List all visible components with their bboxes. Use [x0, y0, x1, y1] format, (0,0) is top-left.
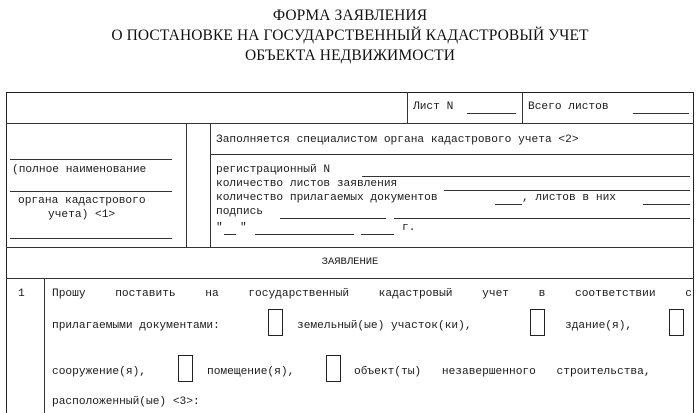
- total-sheets-label: Всего листов: [528, 101, 609, 113]
- option-building-label: здание(я),: [565, 320, 633, 332]
- attached-documents-field[interactable]: [495, 204, 522, 205]
- date-year-suffix: г.: [402, 222, 416, 234]
- attached-documents-prefix: прилагаемыми документами:: [52, 320, 220, 332]
- divider-specialist-bottom: [6, 247, 694, 248]
- checkbox-premises[interactable]: [178, 355, 193, 382]
- signature-name-field[interactable]: [394, 218, 690, 219]
- application-sheets-field[interactable]: [444, 190, 690, 191]
- sheet-number-field[interactable]: [467, 113, 516, 114]
- checkbox-land-plot[interactable]: [268, 309, 283, 336]
- word: государственный: [248, 288, 350, 300]
- word: поставить: [115, 288, 176, 300]
- document-title: [0, 6, 700, 66]
- sheet-number-label: Лист N: [413, 101, 454, 113]
- application-sheets-label: количество листов заявления: [216, 178, 398, 190]
- divider-application-header: [6, 278, 694, 279]
- divider-specialist-heading: [210, 154, 694, 155]
- word: в: [538, 288, 546, 300]
- divider-header-bottom: [6, 123, 694, 124]
- item-number: 1: [18, 288, 25, 300]
- checkbox-unfinished-construction[interactable]: [326, 355, 341, 382]
- registration-label: регистрационный N: [216, 164, 331, 176]
- title-line-1: ФОРМА ЗАЯВЛЕНИЯ: [272, 7, 428, 24]
- date-year-field[interactable]: [361, 234, 394, 235]
- date-day-field[interactable]: [224, 234, 236, 235]
- registration-number-field[interactable]: [362, 176, 690, 177]
- divider-item-number: [44, 278, 45, 413]
- word: Прошу: [52, 288, 86, 300]
- title-line-3: ОБЪЕКТА НЕДВИЖИМОСТИ: [244, 47, 456, 64]
- option-premises-label: помещение(я),: [207, 366, 295, 378]
- specialist-heading: Заполняется специалистом органа кадастрового учета <2>: [216, 134, 579, 146]
- date-quote-open: ": [216, 222, 223, 234]
- authority-name-line-bottom[interactable]: [10, 238, 172, 239]
- documents-sheets-field[interactable]: [643, 204, 690, 205]
- application-line-1: [52, 288, 692, 301]
- total-sheets-field[interactable]: [633, 113, 689, 114]
- checkbox-building[interactable]: [530, 309, 545, 336]
- location-prefix: расположенный(ые) <3>:: [52, 396, 200, 408]
- option-unfinished-construction-text: объект(ты) незавершенного строительства,: [354, 366, 651, 378]
- divider-authority-right: [186, 123, 187, 247]
- divider-specialist-left: [210, 123, 211, 247]
- word: кадастровый: [378, 288, 453, 300]
- authority-name-line-top[interactable]: [10, 159, 172, 160]
- signature-label: подпись: [216, 206, 263, 218]
- divider-sheet-mid: [522, 92, 523, 123]
- checkbox-structure[interactable]: [669, 309, 684, 336]
- option-unfinished-construction-label: [354, 366, 690, 379]
- authority-name-caption-1: (полное наименование: [12, 164, 147, 176]
- signature-field[interactable]: [280, 218, 386, 219]
- date-quote-close: ": [240, 222, 247, 234]
- authority-name-caption-2: органа кадастрового: [18, 195, 146, 207]
- authority-name-caption-3: учета) <1>: [48, 209, 116, 221]
- divider-sheet-left: [407, 92, 408, 123]
- option-land-plot-label: земельный(ые) участок(ки),: [297, 320, 472, 332]
- title-line-2: О ПОСТАНОВКЕ НА ГОСУДАРСТВЕННЫЙ КАДАСТРОВЫЙ УЧЕТ: [111, 27, 589, 44]
- attached-documents-label: количество прилагаемых документов: [216, 192, 438, 204]
- word: соответствии: [574, 288, 656, 300]
- option-structure-label: сооружение(я),: [52, 366, 146, 378]
- word: на: [205, 288, 219, 300]
- word: учет: [482, 288, 510, 300]
- date-month-field[interactable]: [255, 234, 354, 235]
- authority-name-line-mid[interactable]: [10, 191, 172, 192]
- application-section-title: ЗАЯВЛЕНИЕ: [321, 256, 379, 268]
- word: с: [685, 288, 692, 300]
- documents-sheets-label: , листов в них: [522, 192, 616, 204]
